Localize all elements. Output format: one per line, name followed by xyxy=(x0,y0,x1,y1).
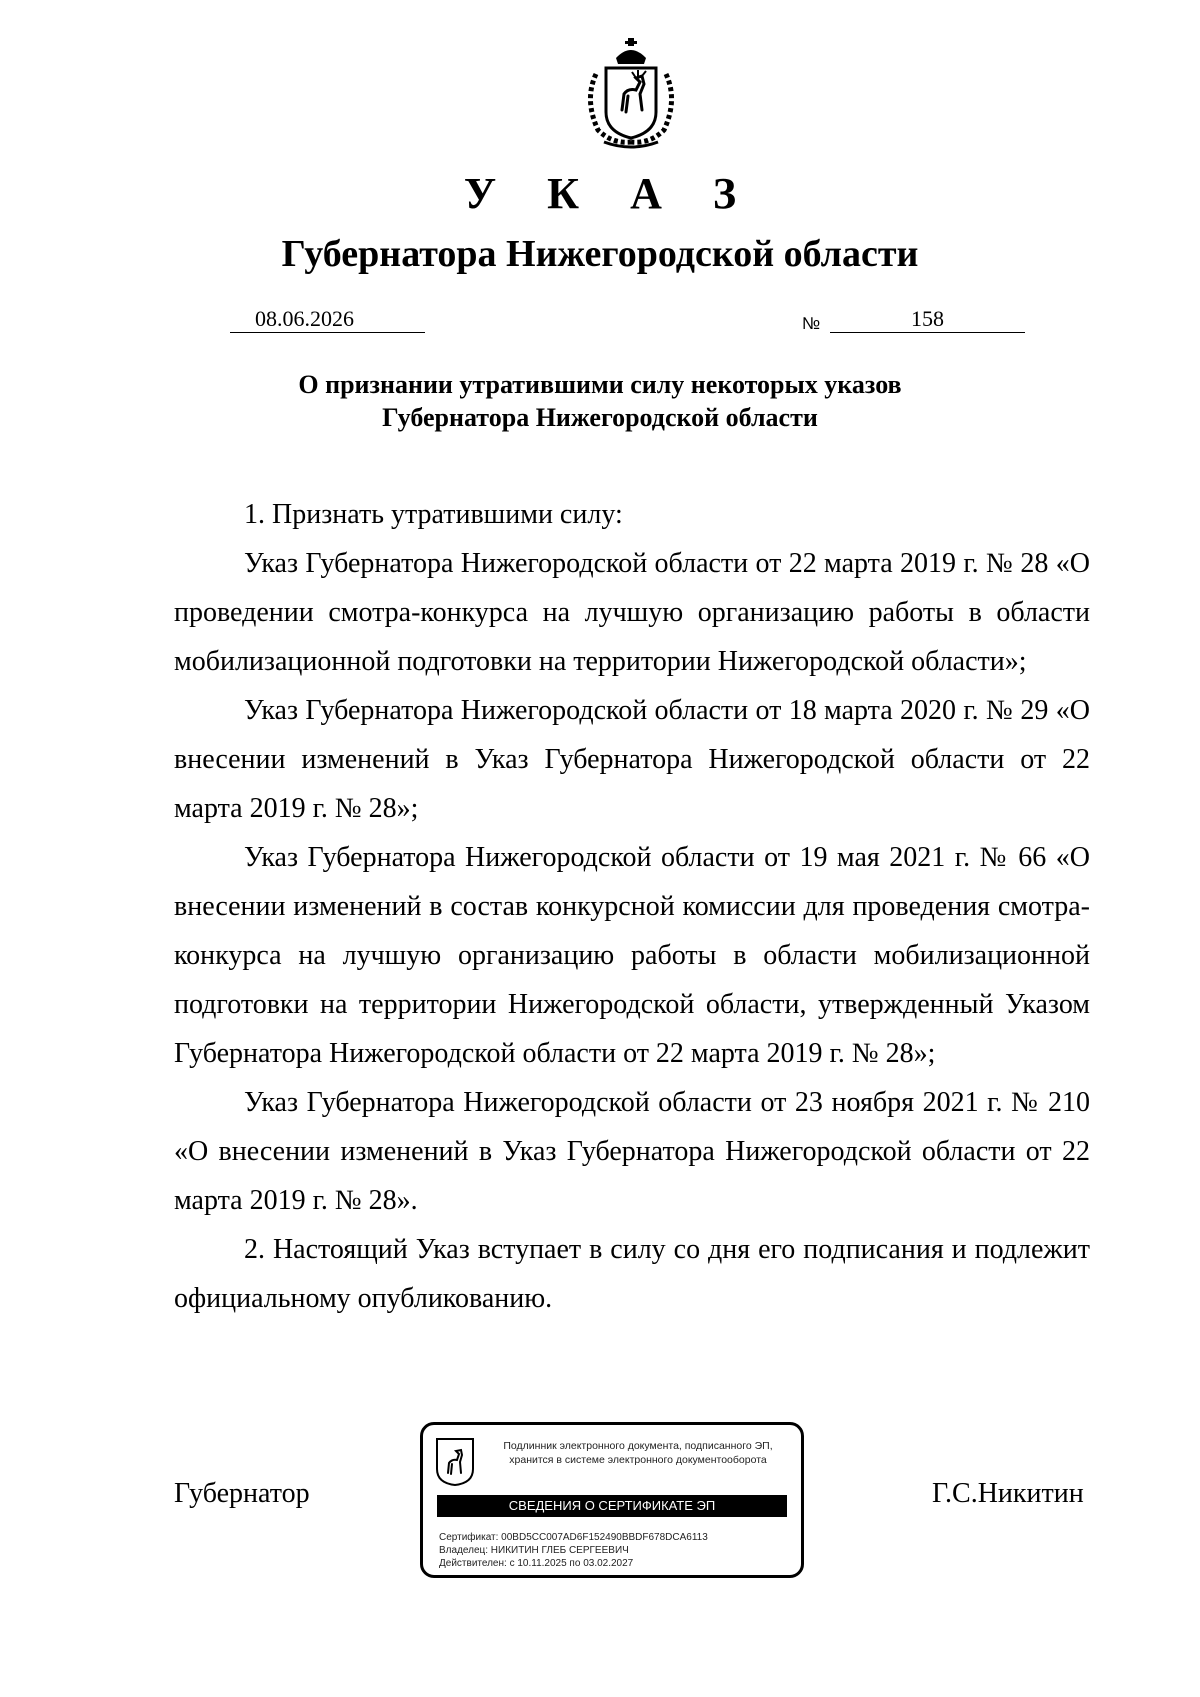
stamp-owner: Владелец: НИКИТИН ГЛЕБ СЕРГЕЕВИЧ xyxy=(439,1545,629,1556)
body-paragraph-2: Указ Губернатора Нижегородской области от 22 марта 2019 г. № 28 «О проведении смотра-конкурса на лучшую организацию работы в области мобилизационной подготовки на территории Нижегородской области»; xyxy=(174,548,1090,677)
document-body xyxy=(174,490,1090,1323)
deer-emblem-icon xyxy=(435,1437,475,1487)
document-number: 158 xyxy=(830,306,1025,333)
subject-line-1: О признании утратившими силу некоторых указов xyxy=(298,370,902,399)
document-issuer: Губернатора Нижегородской области xyxy=(281,233,919,275)
body-paragraph-3: Указ Губернатора Нижегородской области от 18 марта 2020 г. № 29 «О внесении изменений в Указ Губернатора Нижегородской области от 22 марта 2019 г. № 28»; xyxy=(174,695,1090,824)
electronic-signature-stamp xyxy=(420,1422,804,1578)
body-paragraph-5: Указ Губернатора Нижегородской области от 23 ноября 2021 г. № 210 «О внесении изменений в Указ Губернатора Нижегородской области от 22 марта 2019 г. № 28». xyxy=(174,1087,1090,1216)
document-type: У К А З xyxy=(463,169,757,218)
signatory-name: Г.С.Никитин xyxy=(932,1478,1084,1509)
nizhny-novgorod-coat-of-arms-icon xyxy=(576,38,686,150)
stamp-certificate-header: СВЕДЕНИЯ О СЕРТИФИКАТЕ ЭП xyxy=(437,1495,787,1517)
stamp-certificate: Сертификат: 00BD5CC007AD6F152490BBDF678DCA6113 xyxy=(439,1532,708,1543)
body-paragraph-4: Указ Губернатора Нижегородской области от 19 мая 2021 г. № 66 «О внесении изменений в состав конкурсной комиссии для проведения смотра-конкурса на лучшую организацию работы в области мобилизационной подготовки на территории Нижегородской области, утвержденный Указом Губернатора Нижегородской области от 22 марта 2019 г. № 28»; xyxy=(174,842,1090,1069)
stamp-note-line-1: Подлинник электронного документа, подписанного ЭП, xyxy=(503,1440,773,1452)
document-date: 08.06.2026 xyxy=(230,306,425,333)
document-number-label: № xyxy=(802,314,821,333)
stamp-valid: Действителен: с 10.11.2025 по 03.02.2027 xyxy=(439,1558,634,1569)
stamp-note-line-2: хранится в системе электронного документооборота xyxy=(509,1454,767,1466)
body-paragraph-6: 2. Настоящий Указ вступает в силу со дня его подписания и подлежит официальному опубликованию. xyxy=(174,1234,1090,1314)
stamp-note xyxy=(483,1439,793,1467)
body-paragraph-1: 1. Признать утратившими силу: xyxy=(244,499,623,530)
document-subject xyxy=(0,368,1200,434)
stamp-certificate-details xyxy=(439,1531,708,1570)
subject-line-2: Губернатора Нижегородской области xyxy=(382,403,818,432)
signatory-title: Губернатор xyxy=(174,1478,310,1509)
